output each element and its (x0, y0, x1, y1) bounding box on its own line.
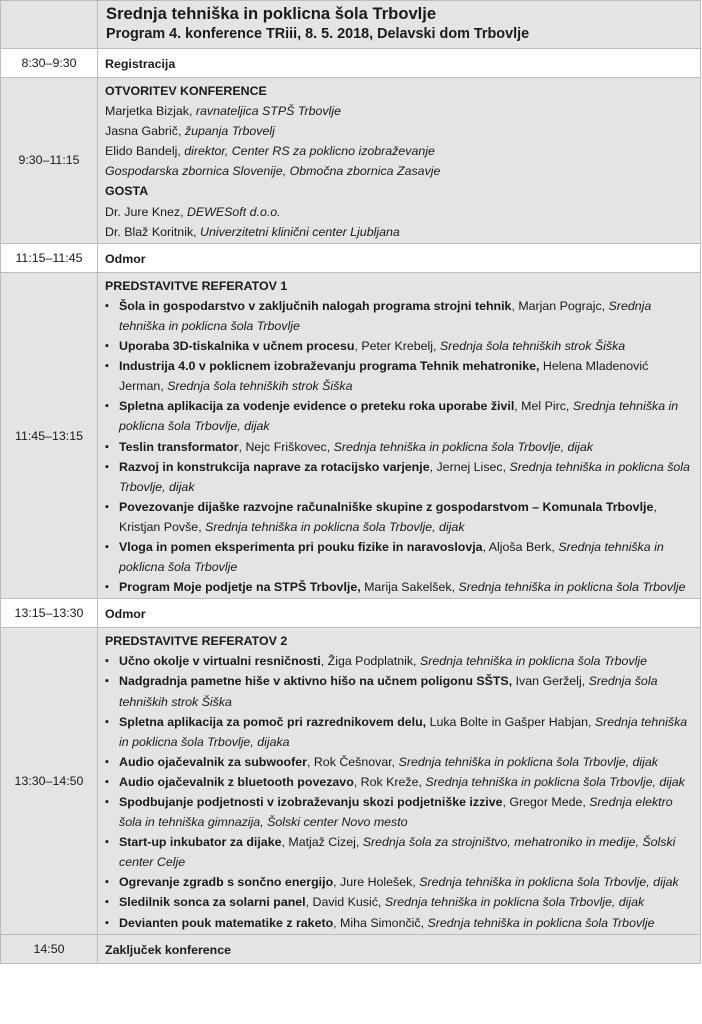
presentation-school: Srednja tehniška in poklicna šola Trbovlje, dijaka (119, 714, 688, 749)
registration-label: Registracija (98, 49, 701, 78)
presentation-author: Helena Mladenović Jerman, (119, 359, 649, 394)
presentation-item (105, 712, 694, 752)
presentation-school: Srednja tehniška in poklicna šola Trbovlje, dijak (119, 459, 690, 494)
presentation-item (105, 396, 694, 436)
presentation-author: , Jure Holešek, (333, 875, 420, 890)
guest-line (105, 202, 694, 222)
presentation-item (105, 872, 694, 892)
presentation-school: Srednja šola za strojništvo, mehatroniko in medije, Šolski center Celje (119, 835, 676, 870)
speaker-role: direktor, Center RS za poklicno izobraževanje (184, 144, 435, 159)
speaker-name: Marjetka Bizjak, (105, 104, 196, 119)
page-title: Srednja tehniška in poklicna šola Trbovlje (106, 4, 437, 23)
presentation-title: Audio ojačevalnik z bluetooth povezavo (119, 774, 354, 789)
presentation-title: Spodbujanje podjetnosti v izobraževanju skozi podjetniške izzive (119, 795, 503, 809)
schedule-row-session-2 (1, 628, 701, 934)
presentation-author: , David Kusić, (305, 895, 385, 910)
presentation-item (105, 892, 694, 912)
closing-label: Zaključek konference (98, 934, 701, 963)
presentation-author: , Gregor Mede, (502, 795, 590, 809)
guest-affiliation: DEWESoft d.o.o. (186, 204, 281, 219)
schedule-row-break-1 (1, 243, 701, 272)
presentation-school: Srednja šola tehniških strok Šiška (167, 379, 353, 394)
presentation-title: Teslin transformator (119, 439, 239, 454)
presentation-author: , Mel Pirc, (514, 399, 573, 414)
speaker-name: Elido Bandelj, (105, 144, 185, 159)
schedule-row-registration (1, 49, 701, 78)
header-cell (98, 1, 701, 49)
break-label: Odmor (98, 599, 701, 628)
presentation-title: Ogrevanje zgradb s sončno energijo (119, 875, 334, 890)
session-1-cell (98, 272, 701, 599)
guest-line (105, 222, 694, 242)
schedule-row-opening (1, 78, 701, 244)
presentation-author: , Kristjan Povše, (119, 499, 657, 534)
opening-heading: OTVORITEV KONFERENCE (105, 84, 267, 98)
presentation-title: Razvoj in konstrukcija naprave za rotacijsko varjenje (119, 459, 430, 474)
presentation-title: Program Moje podjetje na STPŠ Trbovlje, (119, 580, 361, 595)
time-cell: 9:30–11:15 (1, 78, 98, 244)
opening-cell (98, 78, 701, 244)
presentation-author: Marija Sakelšek, (360, 580, 459, 595)
guest-affiliation: Univerzitetni klinični center Ljubljana (200, 224, 400, 239)
presentation-school: Srednja tehniška in poklicna šola Trbovlje, dijak (119, 399, 679, 434)
presentation-item (105, 537, 694, 577)
presentation-item (105, 457, 694, 497)
schedule-row-session-1 (1, 272, 701, 599)
guests-heading: GOSTA (105, 184, 149, 199)
speaker-line (105, 121, 694, 141)
presentation-author: Ivan Gerželj, (512, 674, 589, 689)
presentation-author: , Matjaž Cizej, (281, 835, 363, 850)
presentation-item (105, 832, 694, 872)
presentation-school: Srednja tehniška in poklicna šola Trbovlje (458, 580, 686, 595)
presentation-title: Uporaba 3D-tiskalnika v učnem procesu (119, 339, 355, 354)
session-heading: PREDSTAVITVE REFERATOV 2 (105, 634, 288, 649)
presentation-item (105, 336, 694, 356)
guest-name: Dr. Blaž Koritnik, (105, 224, 201, 239)
presentation-school: Srednja elektro šola in tehniška gimnazija, Šolski center Novo mesto (119, 795, 673, 830)
presentation-author: , Rok Češnovar, (306, 754, 399, 769)
page-subtitle: Program 4. konference TRiii, 8. 5. 2018, Delavski dom Trbovlje (106, 26, 530, 42)
presentation-item (105, 437, 694, 457)
presentation-school: Srednja tehniška in poklicna šola Trbovlje, dijak (205, 519, 465, 534)
presentation-item (105, 671, 694, 711)
presentation-school: Srednja tehniška in poklicna šola Trbovlje, dijak (384, 895, 645, 910)
presentation-author: , Marjan Pograjc, (511, 298, 609, 313)
presentation-school: Srednja tehniška in poklicna šola Trbovlje (119, 298, 652, 333)
schedule-row-break-2 (1, 599, 701, 628)
presentation-school: Srednja tehniška in poklicna šola Trbovlje (427, 915, 655, 930)
presentation-item (105, 752, 694, 772)
presentation-author: , Jernej Lisec, (429, 459, 510, 474)
speaker-role: ravnateljica STPŠ Trbovlje (195, 104, 341, 119)
presentation-school: Srednja šola tehniških strok Šiška (439, 339, 626, 354)
presentation-title: Vloga in pomen eksperimenta pri pouku fizike in naravoslovja (119, 539, 483, 554)
presentation-school: Srednja tehniška in poklicna šola Trbovlje, dijak (398, 754, 658, 769)
presentation-author: , Miha Simončič, (333, 915, 428, 930)
time-cell: 14:50 (1, 934, 98, 963)
presentation-item (105, 913, 694, 933)
presentation-item (105, 792, 694, 832)
speaker-line (105, 141, 694, 161)
presentation-item (105, 296, 694, 336)
presentation-title: Učno okolje v virtualni resničnosti (119, 654, 321, 669)
time-cell: 11:45–13:15 (1, 272, 98, 599)
header-row (1, 1, 701, 49)
time-cell: 13:15–13:30 (1, 599, 98, 628)
presentation-item (105, 577, 694, 597)
speaker-line (105, 161, 694, 181)
presentation-title: Šola in gospodarstvo v zaključnih nalogah programa strojni tehnik (119, 298, 512, 313)
header-empty-cell (1, 1, 98, 49)
session-heading: PREDSTAVITVE REFERATOV 1 (105, 278, 288, 293)
presentation-list (105, 651, 694, 932)
presentation-item (105, 497, 694, 537)
presentation-title: Nadgradnja pametne hiše v aktivno hišo na učnem poligonu SŠTS, (119, 674, 513, 689)
presentation-school: Srednja tehniška in poklicna šola Trbovlje (419, 654, 647, 669)
presentation-school: Srednja tehniška in poklicna šola Trbovlje, dijak (419, 875, 679, 890)
speaker-name: Jasna Gabrič, (105, 124, 185, 139)
presentation-item (105, 651, 694, 671)
presentation-author: , Aljoša Berk, (482, 539, 559, 554)
speaker-line (105, 101, 694, 121)
presentation-title: Audio ojačevalnik za subwoofer (119, 754, 307, 769)
presentation-item (105, 772, 694, 792)
speaker-role: županja Trbovelj (184, 124, 275, 139)
presentation-author: Luka Bolte in Gašper Habjan, (426, 714, 595, 729)
presentation-school: Srednja šola tehniških strok Šiška (119, 674, 658, 709)
presentation-author: , Rok Kreže, (353, 774, 426, 789)
presentation-author: , Peter Krebelj, (354, 339, 440, 354)
break-label: Odmor (98, 243, 701, 272)
time-cell: 11:15–11:45 (1, 243, 98, 272)
presentation-author: , Nejc Friškovec, (238, 439, 334, 454)
session-2-cell (98, 628, 701, 934)
presentation-title: Sledilnik sonca za solarni panel (119, 895, 306, 910)
presentation-school: Srednja tehniška in poklicna šola Trbovlje (119, 539, 664, 575)
presentation-school: Srednja tehniška in poklicna šola Trbovlje, dijak (425, 774, 685, 789)
guest-name: Dr. Jure Knez, (105, 204, 187, 219)
speaker-role: Gospodarska zbornica Slovenije, Območna zbornica Zasavje (105, 164, 441, 179)
presentation-school: Srednja tehniška in poklicna šola Trbovlje, dijak (333, 439, 594, 454)
presentation-author: , Žiga Podplatnik, (320, 654, 420, 669)
presentation-title: Spletna aplikacija za vodenje evidence o preteku roka uporabe živil (119, 399, 515, 414)
presentation-item (105, 356, 694, 396)
presentation-list (105, 296, 694, 597)
presentation-title: Start-up inkubator za dijake (119, 835, 282, 850)
presentation-title: Industrija 4.0 v poklicnem izobraževanju programa Tehnik mehatronike, (119, 359, 540, 374)
schedule-row-closing (1, 934, 701, 963)
presentation-title: Povezovanje dijaške razvojne računalniške skupine z gospodarstvom – Komunala Trbovlje (119, 499, 654, 514)
time-cell: 8:30–9:30 (1, 49, 98, 78)
presentation-title: Devianten pouk matematike z raketo (119, 915, 334, 930)
time-cell: 13:30–14:50 (1, 628, 98, 934)
presentation-title: Spletna aplikacija za pomoč pri razrednikovem delu, (119, 714, 427, 729)
